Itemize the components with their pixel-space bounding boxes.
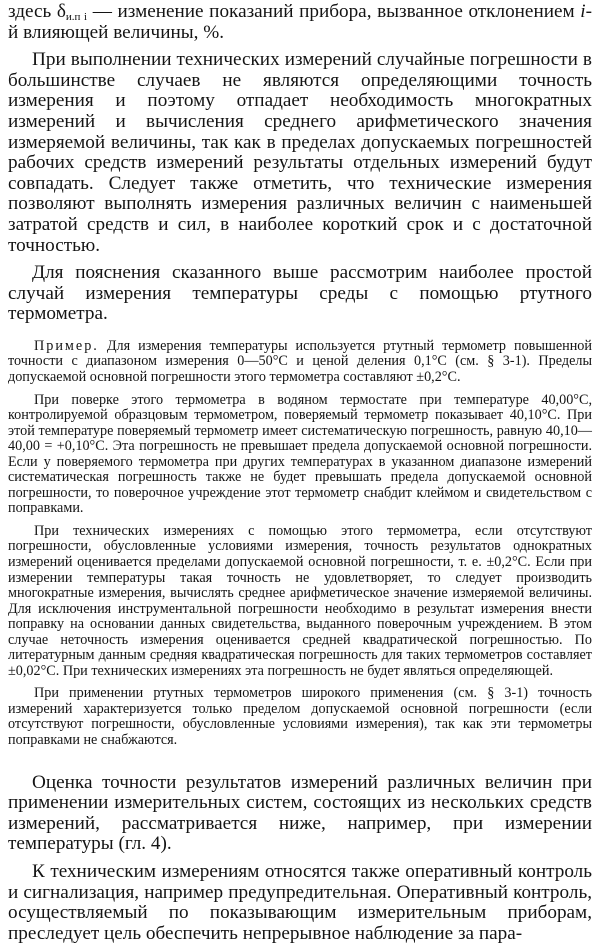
example-wide-range-thermometers: При применении ртутных термометров широкого применения (см. § 3-1) точность измерений характеризуется только пределом допускаемой основной погрешности (если отсутствуют погрешности, обусловленные условиями измерения), так как эти термометры поправками не снабжаются. <box>8 685 592 749</box>
paragraph-accuracy-assessment: Оценка точности результатов измерений различных величин при применении измерительных систем, состоящих из нескольких средств измерений, рассматривается ниже, например, при измерении температуры (гл. 4). <box>8 771 592 855</box>
spacer <box>8 749 592 773</box>
spacer <box>8 325 592 339</box>
paragraph-definition <box>8 2 592 43</box>
example-paragraph <box>8 339 592 386</box>
delta-symbol: δ <box>56 1 66 22</box>
index-variable: i <box>580 1 586 22</box>
definition-lead: здесь <box>8 1 57 22</box>
paragraph-random-errors: При выполнении технических измерений случайные погрешности в большинстве случаев не являются определяющими точность измерения и поэтому отпадает необходимость многократных измерений и вычисления среднего арифметического значения измеряемой величины, так как в пределах допускаемых погрешностей рабочих средств измерений результаты отдельных измерений будут совпадать. Следует также отметить, что технические измерения позволяют выполнять измерения различных величин с наименьшей затратой средств и сил, в наиболее короткий срок и с достаточной точностью. <box>8 49 592 256</box>
example-calibration: При поверке этого термометра в водяном термостате при температуре 40,00°С, контролируемой образцовым термометром, поверяемый термометр показывает 40,10°С. При этой температуре поверяемый термометр имеет систематическую погрешность, равную 40,10—40,00 = +0,10°С. Эта погрешность не превышает предела допускаемой основной погрешности. Если у поверяемого термометра при других температурах в указанном диапазоне измерений систематическая погрешность также не будет превышать предела допускаемой основной погрешности, то поверочное учреждение этот термометр снабдит клеймом и свидетельством с поправками. <box>8 391 592 517</box>
example-text: Для измерения температуры используется ртутный термометр повышенной точности с диапазоном измерения 0—50°С и ценой деления 0,1°С (см. § 3-1). Пределы допускаемой основной погрешности этого термометра составляют ±0,2°С. <box>8 337 592 385</box>
example-technical-measurements: При технических измерениях с помощью этого термометра, если отсутствуют погрешности, обусловленные условиями измерения, точность результатов однократных измерений оценивается пределами допускаемой основной погрешности, т. е. ±0,2°С. Если при измерении температуры такая точность не удовлетворяет, то следует производить многократные измерения, вычислять среднее арифметическое значение измеряемой величины. Для исключения инструментальной погрешности необходимо в результат измерения внести поправку на основании данных свидетельства, выданного поверочным учреждением. В этом случае неточность измерения оценивается средней квадратической погрешностью. По литературным данным средняя квадратическая погрешность для таких термометров составляет ±0,02°С. При технических измерениях эта погрешность не будет являться определяющей. <box>8 522 592 679</box>
paragraph-explanation: Для пояснения сказанного выше рассмотрим наиболее простой случай измерения температуры среды с помощью ртутного термометра. <box>8 262 592 325</box>
paragraph-operational-control: К техническим измерениям относятся также оперативный контроль и сигнализация, например предупредительная. Оперативный контроль, осуществляемый по показывающим измерительным приборам, преследует цель обеспечить непрерывное наблюдение за пара- <box>8 860 592 944</box>
definition-text: — изменение показаний прибора, вызванное отклонением <box>87 1 581 22</box>
definition-tail: -й влияющей величины, %. <box>8 1 592 43</box>
delta-subscript: и.п i <box>65 11 88 23</box>
example-label: Пример. <box>34 337 99 354</box>
